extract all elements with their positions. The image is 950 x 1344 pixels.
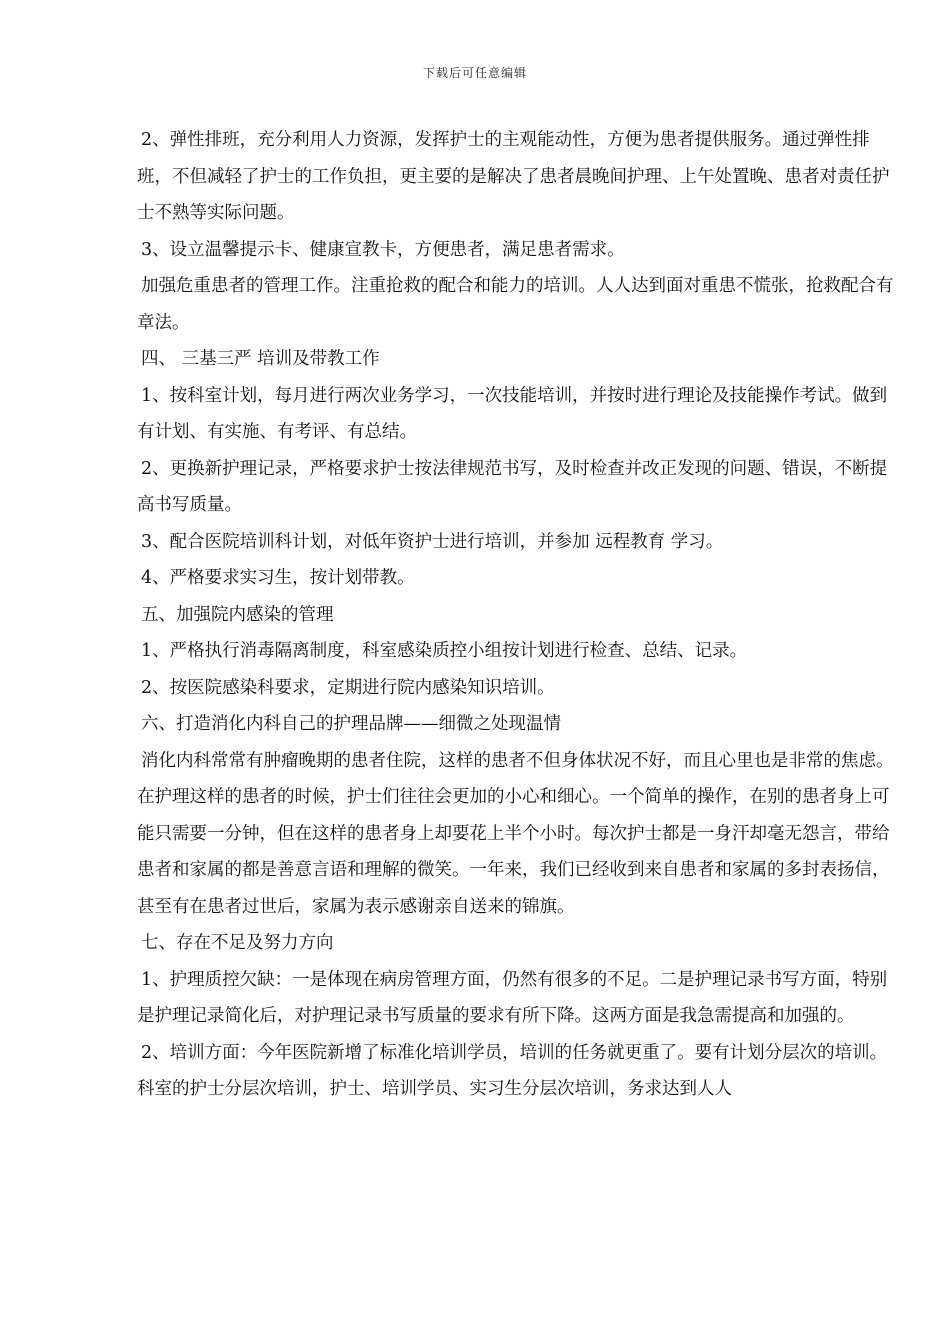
paragraph-interns: 4、严格要求实习生，按计划带教。	[141, 568, 415, 588]
paragraph-care-story: 消化内科常常有肿瘤晚期的患者住院，这样的患者不但身体状况不好，而且心里也是非常的焦虑。在护理这样的患者的时候，护士们往往会更加的小心和细心。一个简单的操作，在别的患者身上可能只需要一分钟，但在这样的患者身上却要花上半个小时。每次护士都是一身汗却毫无怨言，带给患者和家属的都是善意言语和理解的微笑。一年来，我们已经收到来自患者和家属的多封表扬信，甚至有在患者过世后，家属为表示感谢亲自送来的锦旗。	[137, 750, 894, 917]
paragraph-disinfection: 1、严格执行消毒隔离制度，科室感染质控小组按计划进行检查、总结、记录。	[141, 641, 748, 661]
paragraph-training-plan: 2、培训方面：今年医院新增了标准化培训学员，培训的任务就更重了。要有计划分层次的培训。科室的护士分层次培训，护士、培训学员、实习生分层次培训，务求达到人人	[137, 1042, 888, 1099]
paragraph-infection-training: 2、按医院感染科要求，定期进行院内感染知识培训。	[141, 677, 555, 698]
paragraph-junior-training: 3、配合医院培训科计划，对低年资护士进行培训，并参加 远程教育 学习。	[141, 531, 724, 552]
paragraph-quality-control: 1、护理质控欠缺：一是体现在病房管理方面，仍然有很多的不足。二是护理记录书写方面，特别是护理记录简化后，对护理记录书写质量的要求有所下降。这两方面是我急需提高和加强的。	[137, 969, 888, 1026]
paragraph-reminder-cards: 3、设立温馨提示卡、健康宣教卡，方便患者，满足患者需求。	[141, 239, 625, 260]
section-heading-shortcomings: 七、存在不足及努力方向	[141, 933, 334, 953]
paragraph-nursing-records: 2、更换新护理记录，严格要求护士按法律规范书写，及时检查并改正发现的问题、错误，不断提高书写质量。	[137, 458, 888, 515]
paragraph-critical-patients: 加强危重患者的管理工作。注重抢救的配合和能力的培训。人人达到面对重患不慌张，抢救配合有章法。	[137, 276, 894, 333]
paragraph-flexible-scheduling: 2、弹性排班，充分利用人力资源，发挥护士的主观能动性，方便为患者提供服务。通过弹性排班，不但减轻了护士的工作负担，更主要的是解决了患者晨晚间护理、上午处置晚、患者对责任护士不熟等实际问题。	[137, 130, 890, 223]
page-header: 下载后可任意编辑	[422, 66, 527, 80]
section-heading-infection: 五、加强院内感染的管理	[141, 604, 334, 625]
section-heading-training: 四、 三基三严 培训及带教工作	[141, 349, 380, 369]
document-body	[137, 122, 897, 1108]
paragraph-monthly-study: 1、按科室计划，每月进行两次业务学习，一次技能培训，并按时进行理论及技能操作考试。做到有计划、有实施、有考评、有总结。	[137, 385, 888, 442]
section-heading-brand: 六、打造消化内科自己的护理品牌——细微之处现温情	[141, 714, 561, 734]
